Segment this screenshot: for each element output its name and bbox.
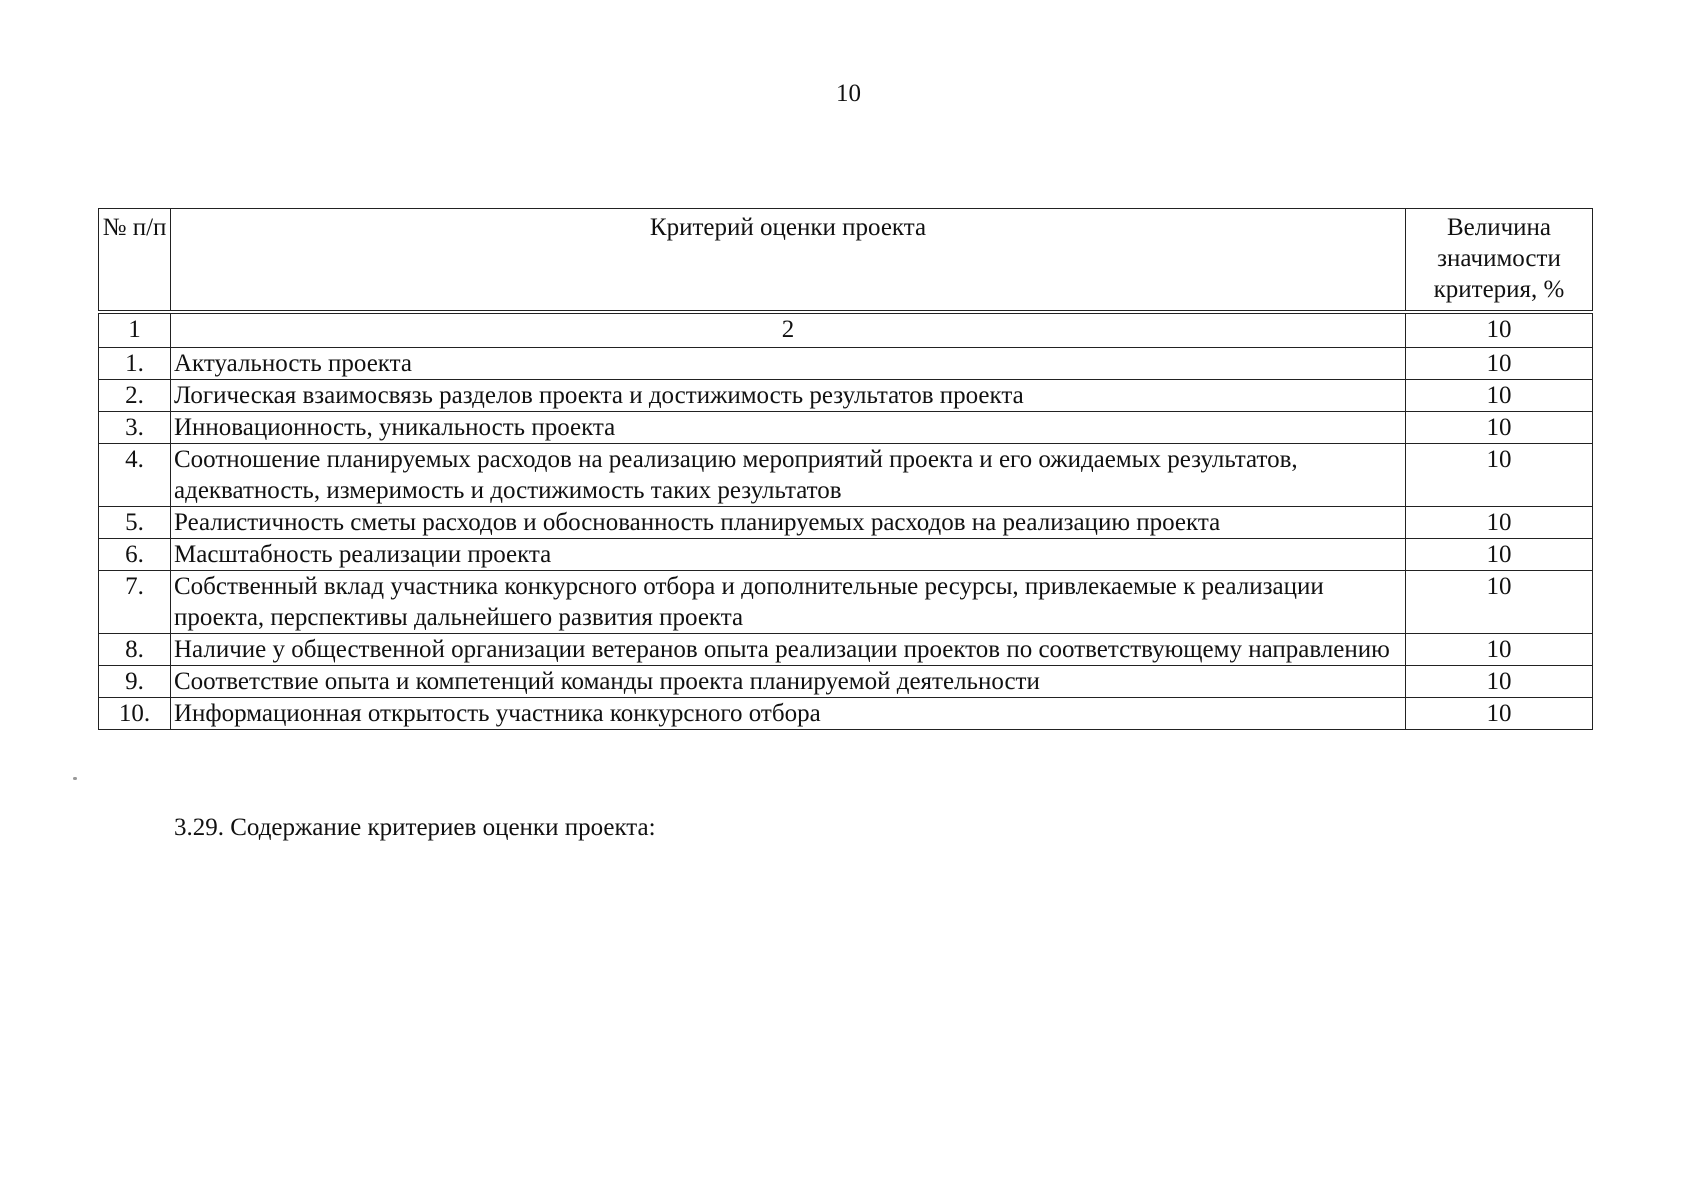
table-row — [99, 571, 1593, 634]
row-num: 2. — [99, 380, 171, 412]
row-num: 9. — [99, 666, 171, 698]
criteria-table — [98, 208, 1593, 730]
row-criterion: Соотношение планируемых расходов на реализацию мероприятий проекта и его ожидаемых результатов, адекватность, измеримость и достижимость таких результатов — [171, 444, 1406, 507]
row-num: 1. — [99, 348, 171, 380]
row-value: 10 — [1406, 571, 1593, 634]
page-number: 10 — [836, 80, 861, 107]
table-row — [99, 507, 1593, 539]
table-row — [99, 412, 1593, 444]
colnum-1: 1 — [99, 312, 171, 348]
row-criterion: Логическая взаимосвязь разделов проекта и достижимость результатов проекта — [171, 380, 1406, 412]
row-criterion: Наличие у общественной организации ветеранов опыта реализации проектов по соответствующему направлению — [171, 634, 1406, 666]
row-criterion: Актуальность проекта — [171, 348, 1406, 380]
table-row — [99, 634, 1593, 666]
table-row — [99, 380, 1593, 412]
row-criterion: Масштабность реализации проекта — [171, 539, 1406, 571]
row-value: 10 — [1406, 666, 1593, 698]
row-criterion: Информационная открытость участника конкурсного отбора — [171, 698, 1406, 730]
table-row — [99, 698, 1593, 730]
row-value: 10 — [1406, 634, 1593, 666]
row-value: 10 — [1406, 412, 1593, 444]
row-num: 4. — [99, 444, 171, 507]
row-criterion: Реалистичность сметы расходов и обоснованность планируемых расходов на реализацию проекта — [171, 507, 1406, 539]
row-value: 10 — [1406, 380, 1593, 412]
row-num: 8. — [99, 634, 171, 666]
table-header-row — [99, 209, 1593, 313]
column-numbers-row — [99, 312, 1593, 348]
header-value: Величина значимости критерия, % — [1406, 209, 1593, 313]
row-criterion: Собственный вклад участника конкурсного отбора и дополнительные ресурсы, привлекаемые к реализации проекта, перспективы дальнейшего развития проекта — [171, 571, 1406, 634]
row-num: 10. — [99, 698, 171, 730]
scan-artifact-dot — [73, 777, 77, 780]
table-row — [99, 348, 1593, 380]
row-criterion: Инновационность, уникальность проекта — [171, 412, 1406, 444]
row-num: 6. — [99, 539, 171, 571]
row-value: 10 — [1406, 348, 1593, 380]
row-criterion: Соответствие опыта и компетенций команды проекта планируемой деятельности — [171, 666, 1406, 698]
row-value: 10 — [1406, 444, 1593, 507]
row-num: 5. — [99, 507, 171, 539]
row-num: 3. — [99, 412, 171, 444]
header-criterion: Критерий оценки проекта — [171, 209, 1406, 313]
table-row — [99, 444, 1593, 507]
colnum-2: 2 — [171, 312, 1406, 348]
row-num: 7. — [99, 571, 171, 634]
section-paragraph: 3.29. Содержание критериев оценки проекта: — [174, 814, 656, 841]
colnum-3: 10 — [1406, 312, 1593, 348]
row-value: 10 — [1406, 507, 1593, 539]
header-num: № п/п — [99, 209, 171, 313]
row-value: 10 — [1406, 698, 1593, 730]
row-value: 10 — [1406, 539, 1593, 571]
table-row — [99, 666, 1593, 698]
table-row — [99, 539, 1593, 571]
